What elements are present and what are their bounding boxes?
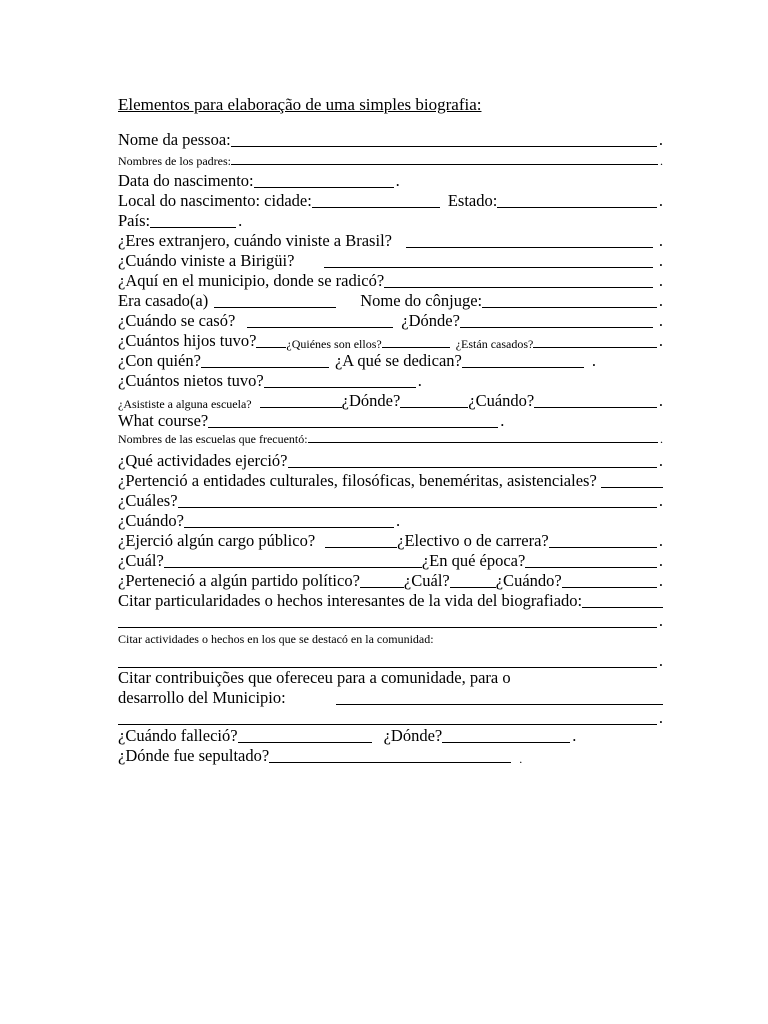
row-sepultado: ¿Dónde fue sepultado? . (118, 746, 523, 766)
label-pais: País: (118, 211, 151, 230)
row-destaco (118, 633, 663, 645)
label-contribuicoes: Citar contribuições que ofereceu para a comunidade, para o (118, 668, 511, 687)
label-destaco: Citar actividades o hechos en los que se destacó en la comunidad: (118, 632, 434, 646)
label-cargo: ¿Ejerció algún cargo público? (118, 531, 316, 550)
row-nome: Nome da pessoa: . (118, 130, 663, 149)
row-cuales: ¿Cuáles? . (118, 491, 663, 510)
partido-cuando-field[interactable] (562, 586, 657, 588)
desarrollo-field[interactable] (336, 703, 663, 705)
partido-field[interactable] (360, 586, 404, 588)
label-partido-cuando: ¿Cuándo? (495, 571, 562, 590)
label-nome: Nome da pessoa: (118, 130, 231, 149)
label-cuando-caso: ¿Cuándo se casó? (118, 311, 236, 330)
label-dedican: ¿A qué se dedican? (334, 351, 462, 370)
row-nietos: ¿Cuántos nietos tuvo? . (118, 371, 422, 390)
label-cual: ¿Cuál? (118, 551, 164, 570)
label-cuando-escuela: ¿Cuándo? (468, 391, 535, 410)
label-birigui: ¿Cuándo viniste a Birigüi? (118, 251, 295, 270)
label-particularidades: Citar particularidades o hechos interesantes de la vida del biografiado: (118, 591, 583, 610)
row-particularidades (118, 593, 663, 610)
con-quien-field[interactable] (201, 366, 329, 368)
sepultado-field[interactable] (269, 761, 511, 763)
cidade-field[interactable] (312, 206, 440, 208)
row-cual: ¿Cuál? ¿En qué época? . (118, 551, 663, 570)
partido-cual-field[interactable] (450, 586, 496, 588)
row-desarrollo-cont: . (118, 710, 663, 727)
row-local-nasc: Local do nascimento: cidade: Estado: . (118, 191, 663, 210)
cuando-field[interactable] (184, 526, 394, 528)
row-entidades (118, 473, 663, 490)
label-casado: Era casado(a) (118, 291, 209, 310)
row-con-quien: ¿Con quién? ¿A qué se dedican? . (118, 351, 596, 370)
data-nasc-field[interactable] (254, 186, 394, 188)
form-title: Elementos para elaboração de uma simples biografia: (118, 95, 482, 114)
nietos-field[interactable] (264, 386, 416, 388)
course-field[interactable] (208, 426, 498, 428)
hijos-field[interactable] (256, 346, 286, 348)
desarrollo-field-2[interactable] (118, 723, 657, 725)
padres-field[interactable] (231, 163, 658, 165)
particularidades-field[interactable] (582, 606, 663, 608)
row-course: What course? . (118, 411, 505, 430)
label-municipio: ¿Aquí en el municipio, donde se radicó? (118, 271, 385, 290)
row-contribuicoes (118, 670, 663, 687)
nome-field[interactable] (231, 145, 657, 147)
label-escuelas: Nombres de las escuelas que frecuentó: (118, 432, 308, 446)
row-destaco-cont: . (118, 653, 663, 670)
label-donde-fallecio: ¿Dónde? (383, 726, 443, 745)
extranjero-field[interactable] (406, 246, 653, 248)
donde-caso-field[interactable] (460, 326, 653, 328)
row-desarrollo (118, 690, 663, 707)
cargo-field[interactable] (325, 546, 397, 548)
row-cuando-caso: ¿Cuándo se casó? ¿Dónde? . (118, 311, 663, 330)
row-casado: Era casado(a) Nome do cônjuge: . (118, 291, 663, 310)
row-fallecio: ¿Cuándo falleció? ¿Dónde? . (118, 726, 577, 745)
row-hijos: ¿Cuántos hijos tuvo? ¿Quiénes son ellos? ¿Están casados? . (118, 331, 663, 351)
label-quienes: ¿Quiénes son ellos? (286, 336, 382, 351)
electivo-field[interactable] (549, 546, 657, 548)
row-escuelas: Nombres de las escuelas que frecuentó: . (118, 432, 663, 446)
label-donde-escuela: ¿Dónde? (341, 391, 401, 410)
row-escuela: ¿Asististe a alguna escuela? ¿Dónde? ¿Cuándo? . (118, 391, 663, 411)
label-fallecio: ¿Cuándo falleció? (118, 726, 238, 745)
row-partido: ¿Perteneció a algún partido político? ¿Cuál? ¿Cuándo? . (118, 571, 663, 590)
row-extranjero: ¿Eres extranjero, cuándo viniste a Brasil? . (118, 231, 663, 250)
row-actividades: ¿Qué actividades ejerció? . (118, 451, 663, 470)
casados-field[interactable] (533, 346, 657, 348)
label-hijos: ¿Cuántos hijos tuvo? (118, 331, 257, 350)
row-data-nasc: Data do nascimento: . (118, 171, 400, 190)
birigui-field[interactable] (324, 266, 652, 268)
row-cargo: ¿Ejerció algún cargo público? ¿Electivo o de carrera? . (118, 531, 663, 550)
label-actividades: ¿Qué actividades ejerció? (118, 451, 288, 470)
row-pais: País: . (118, 211, 243, 230)
pais-field[interactable] (150, 226, 236, 228)
label-con-quien: ¿Con quién? (118, 351, 201, 370)
label-sepultado: ¿Dónde fue sepultado? (118, 746, 270, 765)
municipio-field[interactable] (384, 286, 653, 288)
label-casados: ¿Están casados? (455, 336, 534, 351)
particularidades-field-2[interactable] (118, 626, 657, 628)
label-desarrollo: desarrollo del Municipio: (118, 688, 286, 707)
label-cuando: ¿Cuándo? (118, 511, 184, 530)
cual-field[interactable] (164, 566, 422, 568)
estado-field[interactable] (497, 206, 657, 208)
label-extranjero: ¿Eres extranjero, cuándo viniste a Brasil? (118, 231, 392, 250)
donde-escuela-field[interactable] (400, 406, 468, 408)
epoca-field[interactable] (525, 566, 657, 568)
label-local-nasc: Local do nascimento: cidade: (118, 191, 312, 210)
label-partido: ¿Perteneció a algún partido político? (118, 571, 360, 590)
label-data-nasc: Data do nascimento: (118, 171, 254, 190)
label-cuales: ¿Cuáles? (118, 491, 178, 510)
donde-fallecio-field[interactable] (442, 741, 570, 743)
label-donde-caso: ¿Dónde? (401, 311, 460, 330)
escuela-field[interactable] (260, 406, 342, 408)
row-particularidades-cont: . (118, 613, 663, 630)
label-escuela: ¿Asististe a alguna escuela? (118, 396, 252, 411)
quienes-field[interactable] (382, 346, 450, 348)
entidades-field[interactable] (601, 486, 663, 488)
row-padres: Nombres de los padres: . (118, 154, 663, 168)
conjuge-field[interactable] (482, 306, 657, 308)
label-nietos: ¿Cuántos nietos tuvo? (118, 371, 264, 390)
row-birigui: ¿Cuándo viniste a Birigüi? . (118, 251, 663, 270)
fallecio-field[interactable] (238, 741, 372, 743)
label-estado: Estado: (447, 191, 498, 210)
dedican-field[interactable] (462, 366, 584, 368)
label-partido-cual: ¿Cuál? (403, 571, 450, 590)
cuales-field[interactable] (178, 506, 657, 508)
label-padres: Nombres de los padres: (118, 154, 231, 168)
label-epoca: ¿En qué época? (421, 551, 526, 570)
escuelas-field[interactable] (308, 441, 658, 443)
label-course: What course? (118, 411, 209, 430)
casado-field[interactable] (214, 306, 336, 308)
row-municipio: ¿Aquí en el municipio, donde se radicó? . (118, 271, 663, 290)
label-electivo: ¿Electivo o de carrera? (397, 531, 549, 550)
cuando-escuela-field[interactable] (534, 406, 657, 408)
label-conjuge: Nome do cônjuge: (360, 291, 483, 310)
actividades-field[interactable] (288, 466, 657, 468)
label-entidades: ¿Pertenció a entidades culturales, filosóficas, beneméritas, asistenciales? (118, 471, 597, 490)
row-cuando: ¿Cuándo? . (118, 511, 401, 530)
cuando-caso-field[interactable] (247, 326, 393, 328)
